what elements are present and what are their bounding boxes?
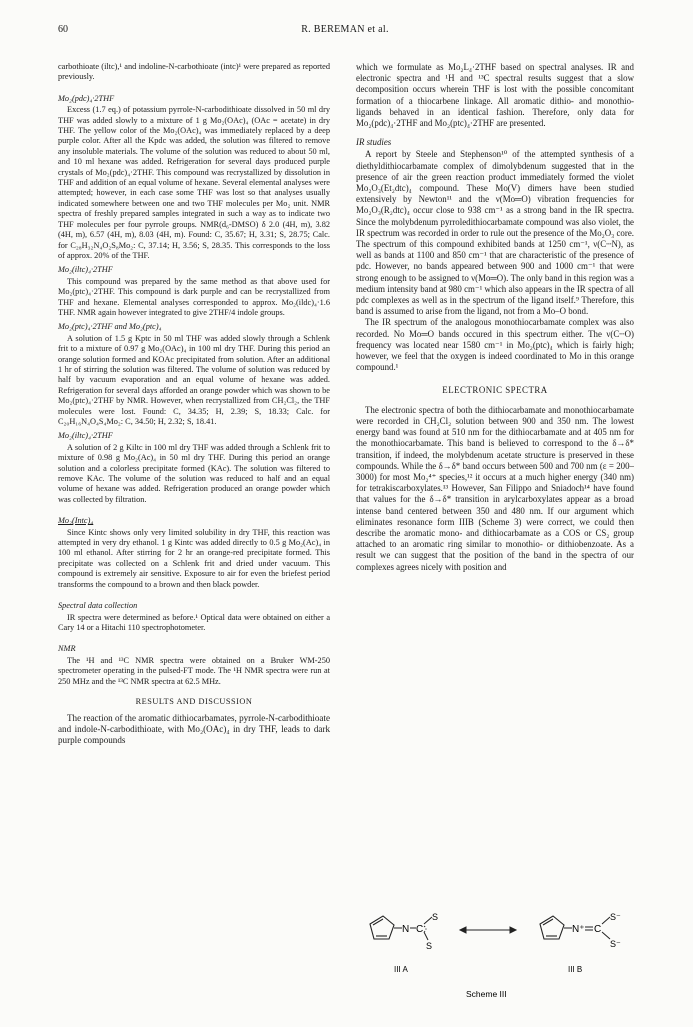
atom-c-a: C <box>416 924 424 935</box>
section-text-electronic: The electronic spectra of both the dithiocarbamate and monothiocarbamate were recorded in CH₂Cl₂ solution between 900 and 350 nm. The lowest energy band was found at 510 nm for the dithiocarbamate and at 405 nm for the monothiocarbamate. This band is believed to correspond to the δ→δ* transition, if indeed, the molybdenum acetate structure is preserved in these compounds. While the δ→δ* band occurs between 500 and 700 nm (ε = 200–3000) for most Mo₂⁴⁺ species,¹² it occurs at a much higher energy (340 nm) for tetrakiscarboxylates.¹³ However, San Filippo and Sniadoch¹⁴ have found that values for the δ→δ* transition in arylcarboxylates appear as a broad intense band centered between 350 and 480 nm. If our argument which eliminates resonance form IIIB (Scheme 3) were correct, we could then describe the aromatic mono- and dithiocarbamate as a COS or CS₂ group attached to an aromatic ring similar to monothio- or dithiobenzoate. As a result we can suggest that the position of the band in the spectra of our complexes agrees nicely with position and <box>356 404 634 572</box>
section-title-mo2-iltc-a: Mo₂(iltc)₄·2THF <box>58 265 113 275</box>
section-title-mo2-pdc: Mo₂(pdc)₄·2THF <box>58 93 115 103</box>
section-text-mo2-ptc: A solution of 1.5 g Kptc in 50 ml THF was added slowly through a Schlenk frit to a mixture of 0.97 g Mo₂(OAc)₄ in 100 ml dry THF. During this period an orange solution formed and KOAc precipitated from solution. After an additional 1 hr of stirring the solution was filtered. The volume of solution was reduced by half by vacuum evaporation and an equal volume of hexane was added. Refrigeration for several days afforded an orange powder which was shown to be Mo₂(ptc)₄·2THF by NMR. However, when recrystallized from CH₂Cl₂, the THF molecules were lost. Found: C, 34.35; H, 2.39; S, 18.33; Calc. for C₂₀H₁₆N₄O₄S₄Mo₂: C, 34.50; H, 2.32; S, 18.41. <box>58 333 330 426</box>
section-title-mo2-intc: Mo₂(Intc)₄ <box>58 516 94 526</box>
bond-c-s1-a <box>424 917 432 924</box>
right-column <box>356 62 634 573</box>
results-paragraph: The reaction of the aromatic dithiocarbamates, pyrrole-N-carbodithioate and indole-N-carbodithioate, with Mo₂(OAc)₄ in dry THF, leads to dark purple compounds <box>58 713 330 746</box>
label-iii-b: III B <box>568 965 583 974</box>
page-number: 60 <box>58 24 68 35</box>
running-title: R. BEREMAN et al. <box>301 24 389 35</box>
section-text-ir: A report by Steele and Stephenson¹⁰ of the attempted synthesis of a diethyldithiocarbamate complex of dimolybdenum suggested that in the presence of air the green reaction product immediately formed the violet Mo₂O₃(Et₂dtc)₄ compound. These Mo(V) dimers have been studied extensively by Newton¹¹ and the ν(Mo═O) vibration frequencies for Mo₂O₃(R₂dtc)₄ occur close to 938 cm⁻¹ as a strong band in the IR spectra. Since the molybdenum pyrroledithiocarbamate compound was also violet, the IR spectrum was recorded in order to rule out the presence of the Mo₂O₃ core. The spectrum of this compound exhibited bands at 1250 cm⁻¹, ν(C┄N), as well as bands at 1100 and 850 cm⁻¹ that are characteristic of the presence of pdc. However, no bands appeared between 900 and 1000 cm⁻¹ that were strong enough to be assigned to ν(Mo═O). The only band in this region was a medium intensity band at 980 cm⁻¹ which also appears in the IR spectra of all pdc complexes as well as in the spectrum of the ligand itself.⁹ Therefore, this band is assumed to arise from the ligand, not from a Mo–O bond. <box>356 149 634 317</box>
section-text-ir-2: The IR spectrum of the analogous monothiocarbamate complex was also recorded. No Mo═O bands occured in this spectrum either. The ν(C┄O) frequency was located near 1580 cm⁻¹ in Mo₂(ptc)₄ which is fairly high; however, we feel that the oxygen is indeed coordinated to Mo in this orange compound.¹ <box>356 317 634 373</box>
section-text-spectral: IR spectra were determined as before.¹ Optical data were obtained on either a Cary 14 or a Hitachi 110 spectrophotometer. <box>58 612 330 632</box>
partial-bond-a <box>424 926 426 932</box>
section-text-mo2-iltc-b: A solution of 2 g Kiltc in 100 ml dry THF was added through a Schlenk frit to mixture of 0.98 g Mo₂(Ac)₄ in 50 ml dry THF. During this period an orange solution and a colorless precipitate formed (KAc). The solution was filtered to remove KAc. The volume of the solution was reduced to half and an equal volume of hexane was added. Refrigeration produced an orange powder which was collected by filtration. <box>58 442 330 504</box>
section-title-spectral: Spectral data collection <box>58 601 138 611</box>
section-text-mo2-iltc-a: This compound was prepared by the same method as that above used for Mo₂(ptc)₄·2THF. This compound is dark purple and can be recrystallized from THF and hexane. Elemental analyses corresponded to approx. Mo₂(ildc)₄·1.6 THF. NMR again however integrated to give 2THF/4 indole groups. <box>58 276 330 317</box>
scheme-caption: Scheme III <box>466 989 507 999</box>
section-text-mo2-pdc: Excess (1.7 eq.) of potassium pyrrole-N-carbodithioate dissolved in 50 ml dry THF was added slowly to a mixture of 1 g Mo₂(OAc)₄ (OAc = acetate) in dry THF. The yellow color of the Mo₂(OAc)₄ was immediately replaced by a deep purple color. After all the Kpdc was added, the solution was filtered to remove any insoluble materials. The volume of the solution was reduced to about 50 ml, and 10 ml hexane was added. Refrigeration for several days produced purple crystals of Mo₂(pdc)₄·2THF. This compound was recrystallized by dissolution in THF and addition of an equal volume of hexane. Several elemental analyses were attempted; however, in each case some THF was lost so that analyses usually indicated somewhere between one and two THF molecules per Mo₂ unit. NMR spectra of freshly prepared samples integrated in such a way as to indicate two THF molecules per four pyrrole groups. NMR(d₆-DMSO) δ 2.0 (4H, m), 3.82 (4H, m), 6.57 (4H, m), 8.03 (4H, m). Found: C, 35.67; H, 3.31; S, 28.75; Calc. for C₂₈H₃₂N₄O₂S₈Mo₂: C, 37.14; H, 3.56; S, 28.35. This corresponds to the loss of approx. 20% of the THF. <box>58 105 330 260</box>
section-text-nmr: The ¹H and ¹³C NMR spectra were obtained on a Bruker WM-250 spectrometer operating in the pulsed-FT mode. The ¹H NMR spectra were run at 250 MHz and the ¹³C NMR spectra at 62.5 MHz. <box>58 655 330 686</box>
bond-c-s2-a <box>424 932 428 940</box>
atom-s1-a: S <box>432 912 439 922</box>
electronic-spectra-heading: ELECTRONIC SPECTRA <box>442 385 548 396</box>
section-title-ir: IR studies <box>356 137 392 148</box>
right-intro-paragraph: which we formulate as Mo₂L₄·2THF based on spectral analyses. IR and electronic spectra and ¹H and ¹³C spectral results suggest that a slow decomposition occurs wherein THF is lost with the possible concomitant formation of a thiocarbene linkage. All aromatic dithio- and monothio- ligands behaved in an identical fashion. Therefore, only data for Mo₂(pdc)₄·2THF and Mo₂(ptc)₄·2THF are presented. <box>356 62 634 129</box>
atom-n-a: N <box>402 924 410 935</box>
atom-c-b: C <box>594 924 602 935</box>
section-title-nmr: NMR <box>58 644 76 654</box>
pyrrole-ring-a <box>370 916 394 939</box>
scheme-iii <box>356 912 634 1012</box>
atom-s2-a: S <box>426 941 433 951</box>
atom-s1-b: S⁻ <box>610 912 621 922</box>
section-title-mo2-ptc: Mo₂(ptc)₄·2THF and Mo₂(ptc)₄ <box>58 322 162 332</box>
section-title-mo2-iltc-b: Mo₂(iltc)₄·2THF <box>58 431 113 441</box>
bond-c-s2-b <box>602 932 610 939</box>
section-text-mo2-intc: Since Kintc shows only very limited solubility in dry THF, this reaction was attempted in very dry ethanol. 1 g Kintc was added directly to 0.5 g Mo₂(Ac)₄ in 100 ml ethanol. After stirring for 2 hr an orange-red precipitate formed. This precipitate was collected on a Schlenk frit and dried under vacuum. This compound is extremely air sensitive. Exposure to air for even the briefest period transforms the compound to a brown and then black powder. <box>58 527 330 589</box>
pyrrole-ring-b <box>540 916 564 939</box>
atom-n-b: N⁺ <box>572 924 585 935</box>
bond-c-s1-b <box>602 917 610 924</box>
scheme-drawing <box>356 912 634 1012</box>
intro-paragraph: carbothioate (iltc),¹ and indoline-N-carbothioate (intc)¹ were prepared as reported previously. <box>58 62 330 82</box>
left-column <box>58 62 330 746</box>
label-iii-a: III A <box>394 965 408 974</box>
running-header <box>58 24 632 38</box>
results-heading: RESULTS AND DISCUSSION <box>135 696 253 706</box>
atom-s2-b: S⁻ <box>610 939 621 949</box>
resonance-arrow <box>460 927 516 933</box>
